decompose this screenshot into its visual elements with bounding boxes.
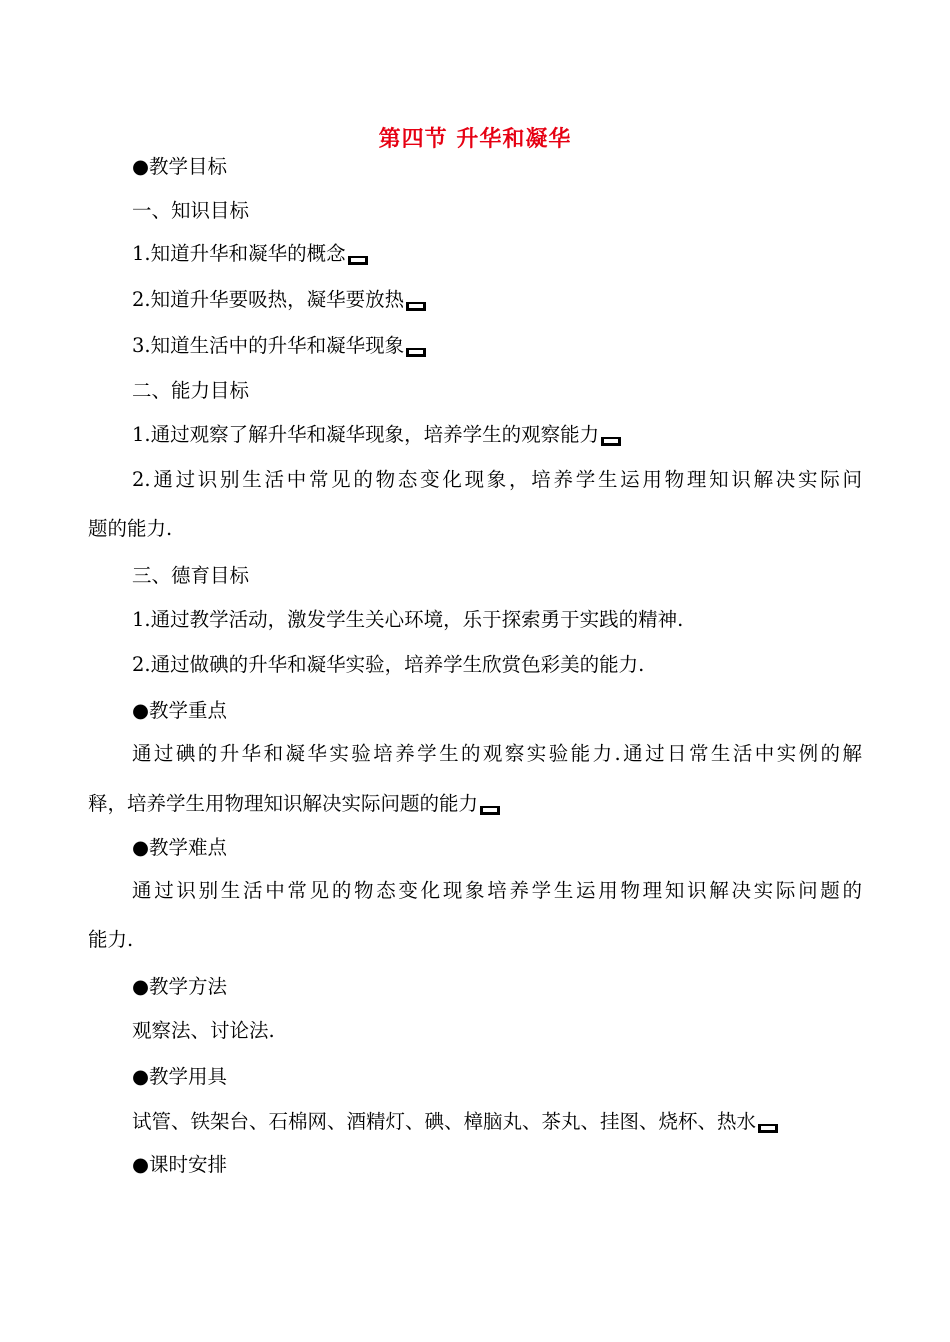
placeholder-mark-icon [348, 256, 368, 264]
placeholder-mark-icon [480, 806, 500, 814]
knowledge-objective-1: 1.知道升华和凝华的概念 [132, 240, 368, 268]
heading-teaching-difficulty: ●教学难点 [132, 836, 228, 859]
subheading-knowledge-objectives: 一、知识目标 [132, 199, 250, 222]
teaching-tools: 试管、铁架台、石棉网、酒精灯、碘、樟脑丸、茶丸、挂图、烧杯、热水 [132, 1108, 778, 1136]
subheading-ability-objectives: 二、能力目标 [132, 379, 250, 402]
teaching-difficulty-line-1: 通过识别生活中常见的物态变化现象培养学生运用物理知识解决实际问题的 [132, 879, 862, 902]
teaching-focus-line-2: 释，培养学生用物理知识解决实际问题的能力 [88, 790, 500, 818]
document-title: 第四节 升华和凝华 [378, 126, 572, 152]
subheading-moral-objectives: 三、德育目标 [132, 564, 250, 587]
heading-class-schedule: ●课时安排 [132, 1153, 228, 1176]
heading-teaching-focus: ●教学重点 [132, 699, 228, 722]
moral-objective-1: 1.通过教学活动，激发学生关心环境，乐于探索勇于实践的精神. [132, 608, 684, 631]
ability-objective-2-line-1: 2.通过识别生活中常见的物态变化现象，培养学生运用物理知识解决实际问 [132, 468, 862, 491]
heading-teaching-objectives: ●教学目标 [132, 155, 228, 178]
teaching-difficulty-line-2: 能力. [88, 928, 134, 951]
placeholder-mark-icon [601, 437, 621, 445]
knowledge-objective-2: 2.知道升华要吸热，凝华要放热 [132, 286, 426, 314]
placeholder-mark-icon [758, 1124, 778, 1132]
moral-objective-2: 2.通过做碘的升华和凝华实验，培养学生欣赏色彩美的能力. [132, 653, 645, 676]
placeholder-mark-icon [406, 302, 426, 310]
heading-teaching-methods: ●教学方法 [132, 975, 228, 998]
knowledge-objective-3: 3.知道生活中的升华和凝华现象 [132, 332, 426, 360]
ability-objective-2-line-2: 题的能力. [88, 517, 173, 540]
ability-objective-1: 1.通过观察了解升华和凝华现象，培养学生的观察能力 [132, 421, 621, 449]
teaching-focus-line-1: 通过碘的升华和凝华实验培养学生的观察实验能力.通过日常生活中实例的解 [132, 742, 862, 765]
heading-teaching-tools: ●教学用具 [132, 1065, 228, 1088]
placeholder-mark-icon [406, 348, 426, 356]
teaching-methods: 观察法、讨论法. [132, 1019, 275, 1042]
